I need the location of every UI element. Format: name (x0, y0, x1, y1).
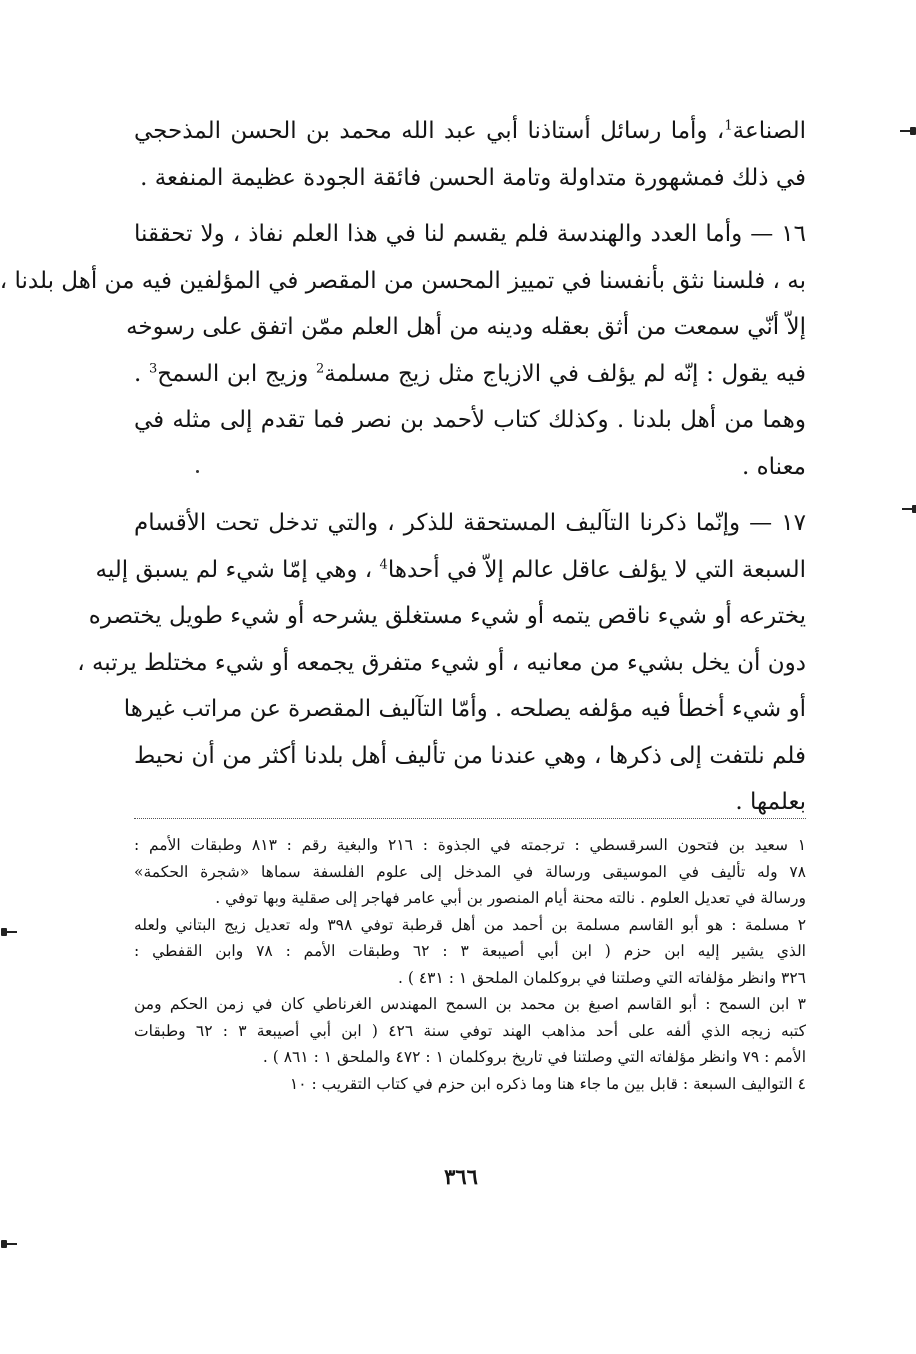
footnote-line: ٣ ابن السمح : أبو القاسم اصبغ بن محمد بن السمح المهندس الغرناطي كان في زمن الحكم ومن (134, 995, 806, 1013)
footnote-line: الذي يشير إليه ابن حزم ( ابن أبي أصيبعة ٣ : ٦٢ وطبقات الأمم : ٧٨ وابن القفطي : (134, 942, 806, 960)
text-line: الصناعة$^1$، وأما رسائل أستاذنا أبي عبد الله محمد بن الحسن المذحجي (134, 118, 806, 144)
footnote-ref: 4 (379, 556, 388, 572)
footnote-line: ١ سعيد بن فتحون السرقسطي : ترجمته في الجذوة : ٢١٦ والبغية رقم : ٨١٣ وطبقات الأمم : (134, 836, 807, 854)
text-line: فلم نلتفت إلى ذكرها ، وهي عندنا من تأليف أهل بلدنا أكثر من أن نحيط (134, 742, 806, 769)
footnote-ref: 2 (315, 360, 325, 376)
text-line: في ذلك فمشهورة متداولة وتامة الحسن فائقة الجودة عظيمة المنفعة . (140, 164, 806, 191)
text-line: أو شيء أخطأ فيه مؤلفه يصلحه . وأمّا التآليف المقصرة عن مراتب غيرها (123, 696, 806, 722)
text-line: ١٦ — وأما العدد والهندسة فلم يقسم لنا في هذا العلم نفاذ ، ولا تحققنا (134, 221, 806, 247)
footnote-ref: 3 (148, 360, 158, 376)
footnote-line: كتبه زيجه الذي ألفه على أحد مذاهب الهند توفي سنة ٤٢٦ ( ابن أبي أصيبعة ٣ : ٦٢ وطبقات (134, 1021, 806, 1040)
footnote-ref: 1 (724, 118, 733, 134)
text-line: دون أن يخل بشيء من معانيه ، أو شيء متفرق يجمعه أو شيء مختلط يرتبه ، (77, 649, 806, 676)
paragraph-gap (134, 201, 806, 211)
footnote-line: ٧٨ وله تأليف في الموسيقى ورسالة في المدخل إلى علوم الفلسفة سماها «شجرة الحكمة» (134, 862, 806, 881)
margin-mark (900, 130, 914, 132)
text-line: السبعة التي لا يؤلف عاقل عالم إلاّ في أحدها$^4$ ، وهي إمّا شيء لم يسبق إليه (95, 556, 806, 583)
footnote-separator (134, 818, 806, 819)
footnotes (134, 832, 806, 1097)
book-page (1, 0, 916, 1354)
footnote-line: ٤ التواليف السبعة : قابل بين ما جاء هنا وما ذكره ابن حزم في كتاب التقريب : ١٠ (289, 1074, 806, 1093)
text-line: يخترعه أو شيء ناقص يتمه أو شيء مستغلق يشرحه أو شيء طويل يختصره (88, 603, 806, 629)
main-text (0, 108, 806, 826)
page-number: ٣٦٦ (444, 1164, 478, 1189)
footnote-line: ورسالة في تعديل العلوم . نالته محنة أيام المنصور بن أبي عامر فهاجر إلى صقلية وبها توفي . (215, 889, 806, 907)
text-line: فيه يقول : إنّه لم يؤلف في الازياج مثل زيج مسلمة$^2$ وزيج ابن السمح$^3$ . (134, 360, 806, 387)
paragraph-gap (134, 490, 806, 500)
margin-mark (3, 931, 17, 933)
text-line: به ، فلسنا نثق بأنفسنا في تمييز المحسن من المقصر في المؤلفين فيه من أهل بلدنا ، (0, 267, 806, 294)
margin-mark (3, 1243, 17, 1245)
text-line: معناه . (741, 453, 806, 480)
text-line: وهما من أهل بلدنا . وكذلك كتاب لأحمد بن نصر فما تقدم إلى مثله في (134, 407, 806, 433)
margin-mark (902, 508, 916, 510)
footnote-line: ٣٢٦ وانظر مؤلفاته التي وصلتنا في بروكلمان الملحق ١ : ٤٣١ ) . (397, 968, 806, 987)
footnote-line: ٢ مسلمة : هو أبو القاسم مسلمة بن أحمد من أهل قرطبة توفي ٣٩٨ وله تعديل زيج البتاني ولعله (134, 915, 807, 934)
text-line: إلاّ أنّي سمعت من أثق بعقله ودينه من أهل العلم ممّن اتفق على رسوخه (126, 314, 806, 340)
text-line: بعلمها . (735, 789, 806, 815)
text-line: ١٧ — وإنّما ذكرنا التآليف المستحقة للذكر ، والتي تدخل تحت الأقسام (134, 510, 806, 536)
footnote-line: الأمم : ٧٩ وانظر مؤلفاته التي وصلتنا في تاريخ بروكلمان ١ : ٤٧٢ والملحق ١ : ٨٦١ ) . (262, 1048, 806, 1066)
